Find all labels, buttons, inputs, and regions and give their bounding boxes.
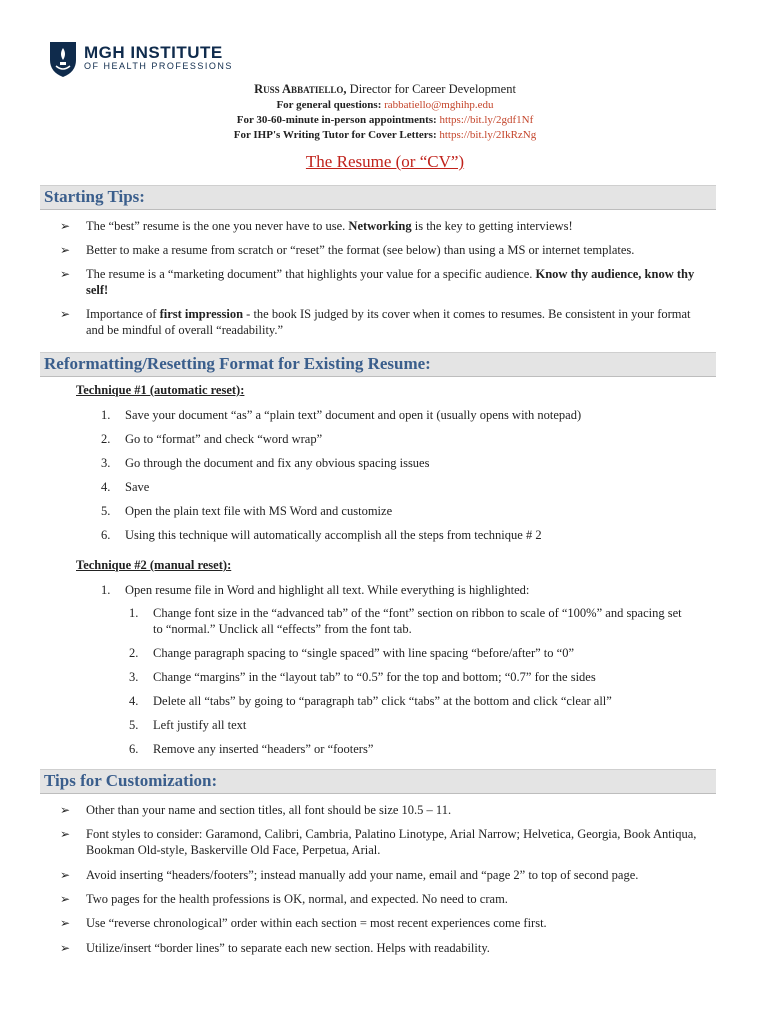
bullet-text: - the book IS judged by its cover when it comes to resumes. Be consistent in your format and be mindful of overall “readability.” [86,307,691,337]
institution-logo [48,38,233,78]
shield-logo-icon [48,38,78,78]
document-title: The Resume (or “CV”) [305,152,465,171]
list-item-text: Go to “format” and check “word wrap” [125,432,323,446]
list-item-text: Left justify all text [153,718,247,732]
logo-subtitle: OF HEALTH PROFESSIONS [84,61,233,71]
list-item-text: Remove any inserted “headers” or “footers” [153,742,374,756]
arrow-bullet-icon: ➢ [60,827,71,841]
section-reformatting [40,352,716,377]
list-item-text: Open the plain text file with MS Word and customize [125,504,393,518]
arrow-bullet-icon: ➢ [60,307,71,321]
bullet-text: The resume is a “marketing document” that highlights your value for a specific audience. [86,267,536,281]
bullet-text: is the key to getting interviews! [411,219,573,233]
section-title: Tips for Customization: [44,771,218,790]
section-customization [40,769,716,794]
technique-heading-colon: : [227,558,232,572]
section-title: Reformatting/Resetting Format for Existing Resume: [44,354,431,373]
list-item [60,802,700,818]
list-item: 5. Left justify all text [129,717,689,733]
bullet-text: Two pages for the health professions is OK, normal, and expected. No need to cram. [86,892,508,906]
writing-tutor-link[interactable]: https://bit.ly/2IkRzNg [439,129,537,141]
list-item [60,266,700,298]
bullet-text: Avoid inserting “headers/footers”; instead manually add your name, email and “page 2” to top of second page. [86,868,639,882]
list-item [60,891,700,907]
bullet-bold-text: Know thy audience, know thy self! [86,267,695,297]
contact-label-writing-tutor: For IHP's Writing Tutor for Cover Letters: [233,129,440,141]
list-item-text: Change font size in the “advanced tab” of the “font” section on ribbon to scale of “100%” and spacing set to “normal.” Unclick all “effects” from the font tab. [153,606,682,636]
list-item [60,940,700,956]
contact-role: Director for Career Development [346,82,516,96]
contact-line-general [0,99,770,111]
list-item-text: Open resume file in Word and highlight all text. While everything is highlighted: [125,583,530,597]
contact-name-line [0,82,770,97]
list-item: 6. Remove any inserted “headers” or “footers” [129,741,689,757]
arrow-bullet-icon: ➢ [60,267,71,281]
list-item-text: Go through the document and fix any obvious spacing issues [125,456,430,470]
bullet-text: The “best” resume is the one you never have to use. [86,219,349,233]
list-item [60,218,700,234]
list-item-text: Save [125,480,150,494]
list-item [60,915,700,931]
list-item: 2. Change paragraph spacing to “single spaced” with line spacing “before/after” to “0” [129,645,689,661]
contact-line-writing-tutor [0,129,770,141]
bullet-text: Importance of [86,307,160,321]
list-item-text: Save your document “as” a “plain text” document and open it (usually opens with notepad) [125,408,582,422]
arrow-bullet-icon: ➢ [60,916,71,930]
list-item: 2. Go to “format” and check “word wrap” [101,431,701,447]
list-item-text: Using this technique will automatically accomplish all the steps from technique # 2 [125,528,542,542]
list-item [60,306,700,338]
email-link[interactable]: rabbatiello@mghihp.edu [384,99,494,111]
technique-heading-text: Technique #2 (manual reset) [76,558,228,572]
list-item [60,242,700,258]
technique-heading-colon: : [240,383,245,397]
list-item: 5. Open the plain text file with MS Word and customize [101,503,701,519]
list-item: 1. Open resume file in Word and highlight all text. While everything is highlighted: [101,582,701,598]
list-item: 1. Change font size in the “advanced tab” of the “font” section on ribbon to scale of “100%” and spacing set to “normal.” Unclick all “effects” from the font tab. [129,605,689,637]
arrow-bullet-icon: ➢ [60,892,71,906]
logo-title: MGH INSTITUTE [84,43,223,62]
list-item: 3. Change “margins” in the “layout tab” to “0.5” for the top and bottom; “0.7” for the sides [129,669,689,685]
list-item: 6. Using this technique will automatically accomplish all the steps from technique # 2 [101,527,701,543]
arrow-bullet-icon: ➢ [60,868,71,882]
arrow-bullet-icon: ➢ [60,243,71,257]
section-starting-tips [40,185,716,210]
bullet-text: Better to make a resume from scratch or “reset” the format (see below) than using a MS or internet templates. [86,243,635,257]
list-item-text: Change paragraph spacing to “single spaced” with line spacing “before/after” to “0” [153,646,575,660]
contact-label-appointments: For 30-60-minute in-person appointments: [236,114,440,126]
technique-2-heading [76,558,231,573]
bullet-text: Other than your name and section titles, all font should be size 10.5 – 11. [86,803,452,817]
list-item-text: Delete all “tabs” by going to “paragraph tab” click “tabs” at the bottom and click “clear all” [153,694,612,708]
arrow-bullet-icon: ➢ [60,219,71,233]
bullet-text: Font styles to consider: Garamond, Calibri, Cambria, Palatino Linotype, Arial Narrow; Helvetica, Georgia, Book Antiqua, Bookman Old-style, Baskerville Old Face, Perpetua, Arial. [86,827,697,857]
contact-name: Russ Abbatiello, [254,82,347,96]
contact-line-appointments [0,114,770,126]
bullet-text: Use “reverse chronological” order within each section = most recent experiences come first. [86,916,547,930]
appointments-link[interactable]: https://bit.ly/2gdf1Nf [439,114,534,126]
list-item: 4. Delete all “tabs” by going to “paragraph tab” click “tabs” at the bottom and click “clear all” [129,693,689,709]
arrow-bullet-icon: ➢ [60,941,71,955]
arrow-bullet-icon: ➢ [60,803,71,817]
list-item [60,867,700,883]
list-item-text: Change “margins” in the “layout tab” to “0.5” for the top and bottom; “0.7” for the sides [153,670,596,684]
list-item [60,826,700,858]
list-item: 1. Save your document “as” a “plain text” document and open it (usually opens with notepad) [101,407,701,423]
list-item: 4. Save [101,479,701,495]
bullet-text: Utilize/insert “border lines” to separate each new section. Helps with readability. [86,941,490,955]
list-item: 3. Go through the document and fix any obvious spacing issues [101,455,701,471]
bullet-bold-text: Networking [348,219,412,233]
technique-1-heading [76,383,244,398]
section-title: Starting Tips: [44,187,145,206]
contact-label-general: For general questions: [276,99,385,111]
technique-heading-text: Technique #1 (automatic reset) [76,383,241,397]
bullet-bold-text: first impression [159,307,244,321]
